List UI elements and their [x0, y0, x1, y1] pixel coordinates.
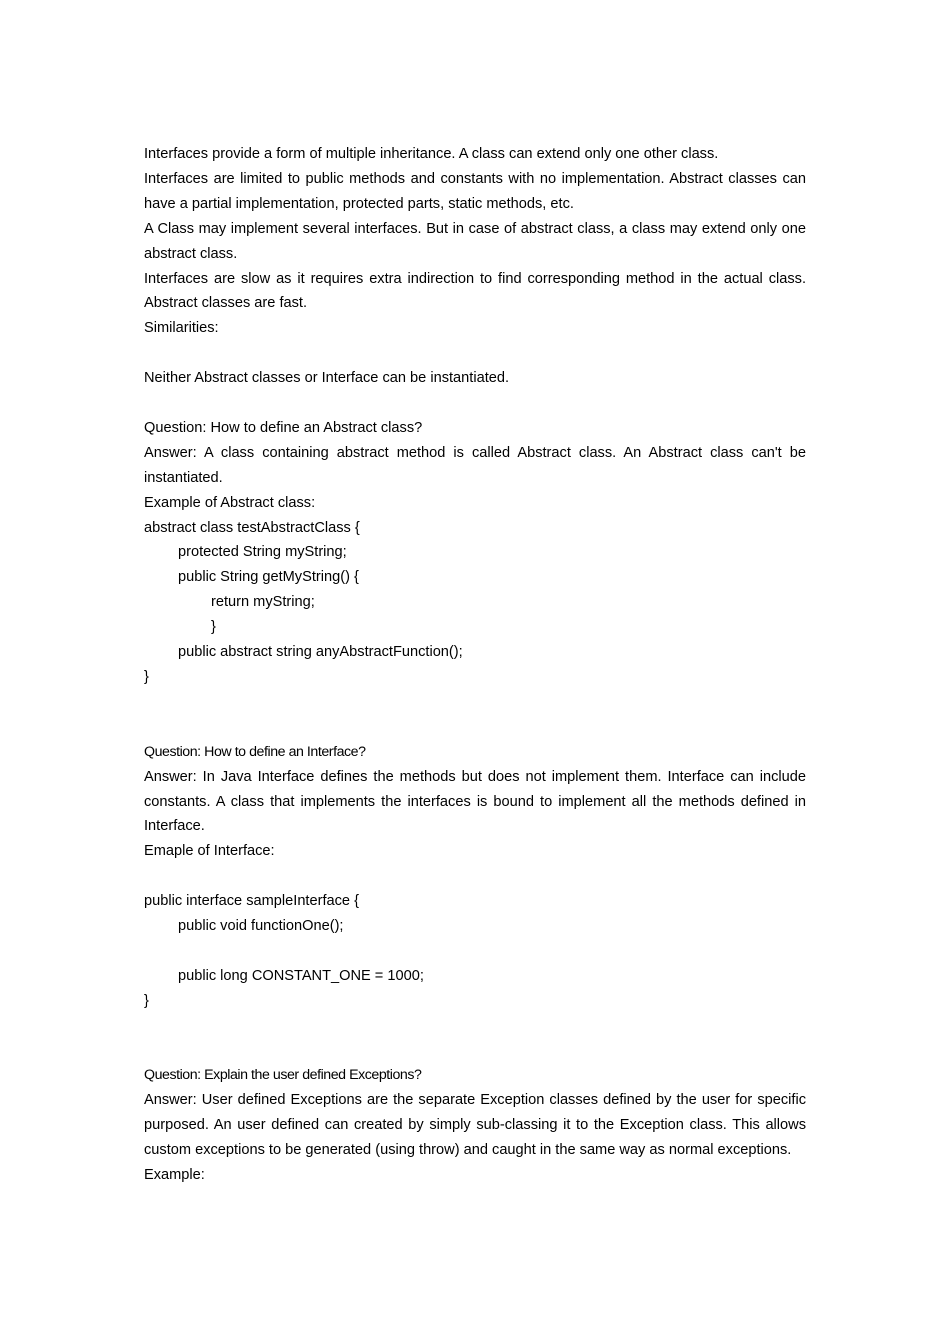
difference-multiple-inheritance: Interfaces provide a form of multiple inheritance. A class can extend only one other class.: [144, 146, 719, 162]
abstract-example-label: Example of Abstract class:: [144, 494, 316, 511]
code-line: public long CONSTANT_ONE = 1000;: [178, 967, 424, 984]
code-line: protected String myString;: [178, 544, 347, 561]
interface-question: Question: How to define an Interface?: [144, 743, 366, 760]
spacer: [144, 864, 806, 889]
code-line: public abstract string anyAbstractFunction();: [178, 644, 463, 661]
spacer: [144, 690, 806, 715]
abstract-code-block: [144, 516, 806, 690]
difference-performance: Interfaces are slow as it requires extra indirection to find corresponding method in the actual class. Abstract classes are fast.: [144, 270, 806, 312]
document-page: [144, 142, 806, 1188]
exceptions-example-label: Example:: [144, 1167, 205, 1184]
difference-implement-several: A Class may implement several interfaces. But in case of abstract class, a class may extend only one abstract class.: [144, 220, 806, 262]
interface-example-label: Emaple of Interface:: [144, 843, 275, 860]
spacer: [144, 1014, 806, 1039]
spacer: [144, 939, 806, 964]
spacer: [144, 715, 806, 740]
abstract-question: Question: How to define an Abstract class?: [144, 419, 423, 436]
difference-methods-constants: Interfaces are limited to public methods and constants with no implementation. Abstract classes can have a partial implementation, protected parts, static methods, etc.: [144, 170, 806, 212]
interface-answer: Answer: In Java Interface defines the methods but does not implement them. Interface can include constants. A class that implements the interfaces is bound to implement all the methods defined in Interface.: [144, 768, 806, 835]
exceptions-question: Question: Explain the user defined Exceptions?: [144, 1067, 422, 1084]
interface-code-block: [144, 889, 806, 1014]
code-line: }: [211, 619, 216, 636]
spacer: [144, 341, 806, 366]
code-line: return myString;: [211, 594, 315, 611]
spacer: [144, 391, 806, 416]
code-line: }: [144, 992, 149, 1009]
code-line: abstract class testAbstractClass {: [144, 519, 360, 536]
similarities-heading: Similarities:: [144, 320, 219, 337]
exceptions-answer: Answer: User defined Exceptions are the separate Exception classes defined by the user for specific purposed. An user defined can created by simply sub-classing it to the Exception class. This allows custom exceptions to be generated (using throw) and caught in the same way as normal exceptions.: [144, 1092, 806, 1159]
spacer: [144, 1039, 806, 1064]
code-line: public String getMyString() {: [178, 569, 359, 586]
code-line: public interface sampleInterface {: [144, 893, 359, 910]
code-line: }: [144, 669, 149, 685]
code-line: public void functionOne();: [178, 918, 344, 935]
similarities-text: Neither Abstract classes or Interface can be instantiated.: [144, 370, 510, 387]
abstract-answer: Answer: A class containing abstract method is called Abstract class. An Abstract class can't be instantiated.: [144, 444, 806, 486]
